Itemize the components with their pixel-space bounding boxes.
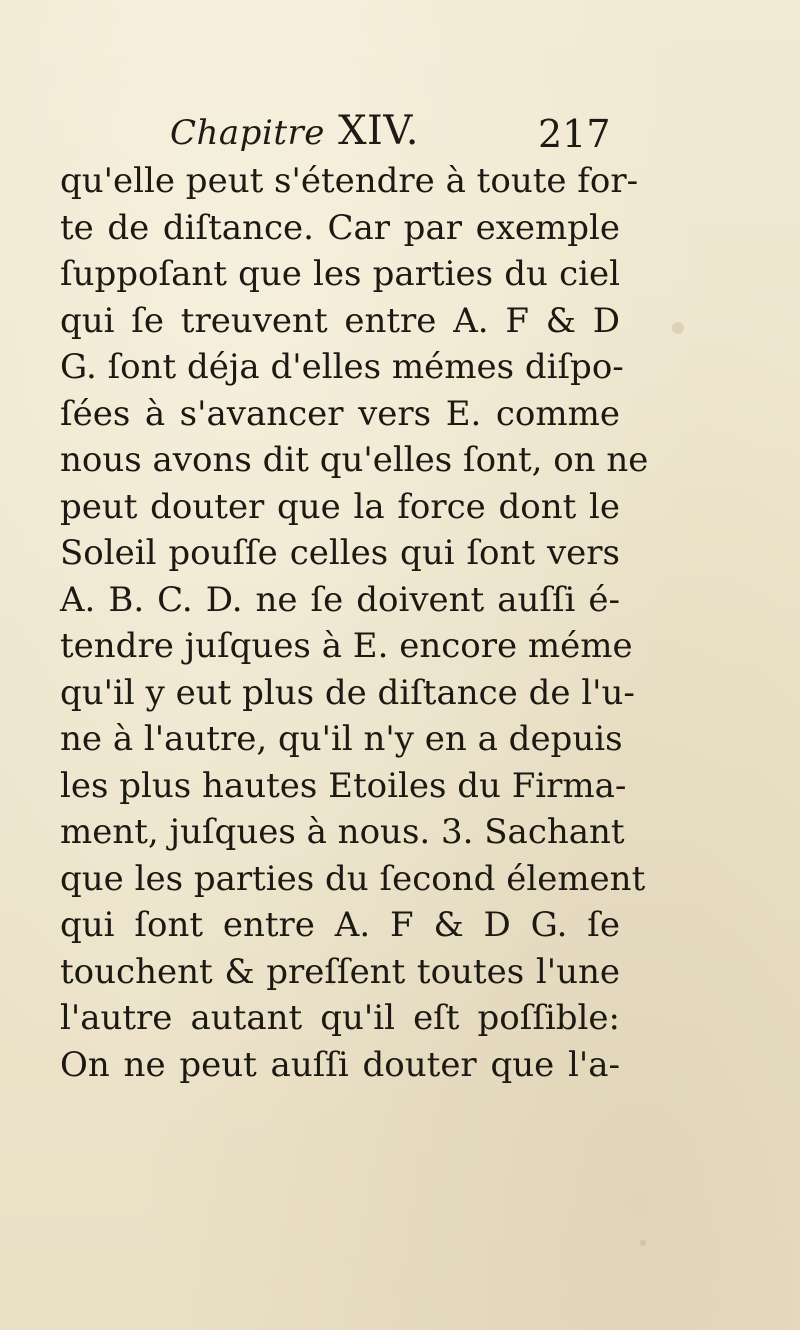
text-line: qu'elle peut s'étendre à toute for- — [60, 161, 639, 201]
text-line: ſées à s'avancer vers E. comme — [60, 393, 620, 434]
text-line: te de diſtance. Car par exemple — [60, 207, 620, 248]
text-line: les plus hautes Etoiles du Firma- — [60, 765, 627, 806]
text-line: G. ſont déja d'elles mémes diſpo- — [60, 347, 624, 387]
chapter-label: Chapitre — [170, 113, 325, 153]
text-line: l'autre autant qu'il eſt poſſible: — [60, 998, 620, 1038]
text-line: qu'il y eut plus de diſtance de l'u- — [60, 672, 635, 713]
running-title — [170, 108, 419, 154]
text-line: ment, juſques à nous. 3. Sachant — [60, 812, 625, 852]
text-line: nous avons dit qu'elles ſont, on ne — [60, 440, 649, 480]
text-line: qui ſont entre A. F & D G. ſe — [60, 905, 620, 945]
text-line: On ne peut auſſi douter que l'a- — [60, 1044, 620, 1085]
text-line: que les parties du ſecond élement — [60, 858, 646, 899]
page-header — [0, 100, 800, 160]
text-line: ne à l'autre, qu'il n'y en a depuis — [60, 719, 623, 759]
text-line: peut douter que la force dont le — [60, 486, 620, 527]
text-line: A. B. C. D. ne ſe doivent auſſi é- — [60, 579, 620, 620]
chapter-number: XIV. — [338, 108, 419, 154]
paper-stain — [640, 1240, 646, 1246]
text-line: qui ſe treuvent entre A. F & D — [60, 300, 620, 341]
paper-stain — [672, 322, 684, 334]
page-number: 217 — [538, 112, 611, 156]
text-line: Soleil pouſſe celles qui ſont vers — [60, 533, 620, 573]
text-line: touchent & preſſent toutes l'une — [60, 951, 620, 992]
text-line: tendre juſques à E. encore méme — [60, 626, 633, 666]
body-text — [60, 158, 649, 1088]
text-line: ſuppoſant que les parties du ciel — [60, 254, 620, 294]
